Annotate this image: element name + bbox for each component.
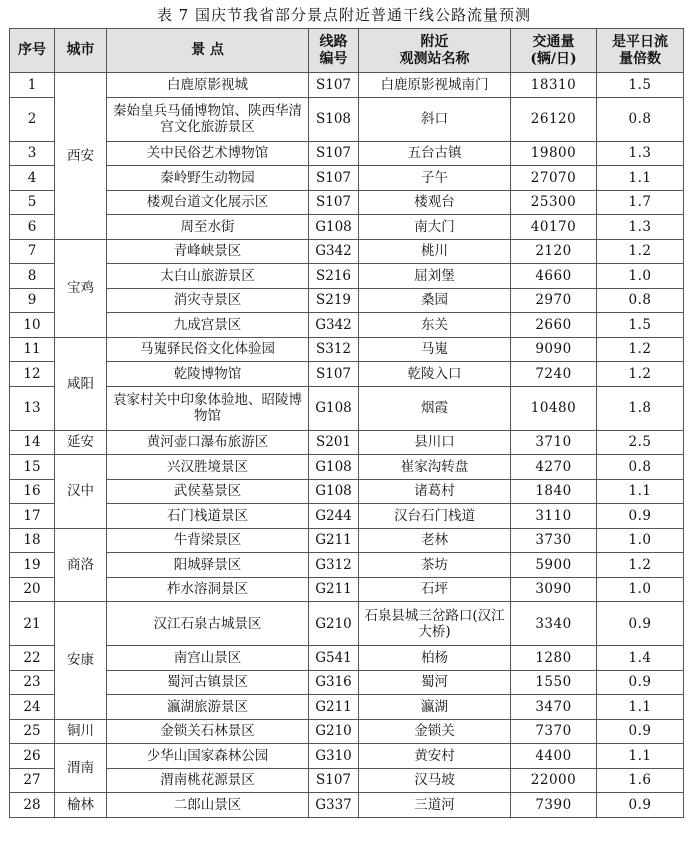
route-cell: S107 bbox=[309, 362, 359, 387]
station-cell: 老林 bbox=[359, 528, 511, 553]
header-route-line2: 编号 bbox=[319, 50, 348, 67]
station-cell: 子午 bbox=[359, 166, 511, 191]
station-cell: 茶坊 bbox=[359, 553, 511, 578]
table-row bbox=[10, 670, 684, 695]
ratio-cell: 1.1 bbox=[597, 479, 684, 504]
city-cell: 渭南 bbox=[55, 744, 107, 793]
traffic-cell: 3470 bbox=[511, 695, 597, 720]
route-cell: S219 bbox=[309, 288, 359, 313]
route-cell: G337 bbox=[309, 793, 359, 818]
ratio-cell: 2.5 bbox=[597, 430, 684, 455]
seq-cell: 22 bbox=[10, 646, 55, 671]
ratio-cell: 0.8 bbox=[597, 97, 684, 141]
traffic-cell: 3110 bbox=[511, 504, 597, 529]
spot-cell: 柞水溶洞景区 bbox=[107, 577, 309, 602]
ratio-cell: 1.2 bbox=[597, 553, 684, 578]
table-row bbox=[10, 264, 684, 289]
route-cell: S107 bbox=[309, 141, 359, 166]
ratio-cell: 1.2 bbox=[597, 362, 684, 387]
seq-cell: 14 bbox=[10, 430, 55, 455]
traffic-cell: 27070 bbox=[511, 166, 597, 191]
station-cell: 柏杨 bbox=[359, 646, 511, 671]
traffic-cell: 40170 bbox=[511, 215, 597, 240]
seq-cell: 15 bbox=[10, 455, 55, 480]
station-cell: 汉马坡 bbox=[359, 768, 511, 793]
station-cell: 桑园 bbox=[359, 288, 511, 313]
station-cell: 蜀河 bbox=[359, 670, 511, 695]
seq-cell: 26 bbox=[10, 744, 55, 769]
ratio-cell: 0.9 bbox=[597, 602, 684, 646]
spot-cell: 二郎山景区 bbox=[107, 793, 309, 818]
route-cell: G342 bbox=[309, 313, 359, 338]
seq-cell: 5 bbox=[10, 190, 55, 215]
ratio-cell: 1.7 bbox=[597, 190, 684, 215]
table-title: 表 7 国庆节我省部分景点附近普通干线公路流量预测 bbox=[156, 6, 532, 24]
seq-cell: 8 bbox=[10, 264, 55, 289]
spot-cell: 少华山国家森林公园 bbox=[107, 744, 309, 769]
table-row bbox=[10, 430, 684, 455]
city-cell: 宝鸡 bbox=[55, 239, 107, 337]
table-row bbox=[10, 504, 684, 529]
ratio-cell: 0.9 bbox=[597, 793, 684, 818]
traffic-cell: 1840 bbox=[511, 479, 597, 504]
route-cell: G210 bbox=[309, 602, 359, 646]
traffic-cell: 3090 bbox=[511, 577, 597, 602]
route-cell: G342 bbox=[309, 239, 359, 264]
traffic-cell: 25300 bbox=[511, 190, 597, 215]
station-cell: 斜口 bbox=[359, 97, 511, 141]
table-row bbox=[10, 239, 684, 264]
traffic-cell: 2660 bbox=[511, 313, 597, 338]
table-row bbox=[10, 73, 684, 98]
header-ratio-line2: 量倍数 bbox=[619, 50, 661, 67]
traffic-cell: 2120 bbox=[511, 239, 597, 264]
traffic-cell: 3340 bbox=[511, 602, 597, 646]
station-cell: 三道河 bbox=[359, 793, 511, 818]
table-row bbox=[10, 455, 684, 480]
seq-cell: 25 bbox=[10, 719, 55, 744]
header-route-line1: 线路 bbox=[319, 33, 348, 50]
table-row bbox=[10, 577, 684, 602]
spot-cell: 兴汉胜境景区 bbox=[107, 455, 309, 480]
spot-cell: 楼观台道文化展示区 bbox=[107, 190, 309, 215]
station-cell: 桃川 bbox=[359, 239, 511, 264]
station-cell: 南大门 bbox=[359, 215, 511, 240]
city-cell: 延安 bbox=[55, 430, 107, 455]
traffic-cell: 5900 bbox=[511, 553, 597, 578]
spot-cell: 蜀河古镇景区 bbox=[107, 670, 309, 695]
spot-cell: 石门栈道景区 bbox=[107, 504, 309, 529]
spot-cell: 瀛湖旅游景区 bbox=[107, 695, 309, 720]
spot-cell: 白鹿原影视城 bbox=[107, 73, 309, 98]
traffic-cell: 19800 bbox=[511, 141, 597, 166]
route-cell: S312 bbox=[309, 337, 359, 362]
station-cell: 石泉县城三岔路口(汉江大桥) bbox=[359, 602, 511, 646]
ratio-cell: 1.0 bbox=[597, 577, 684, 602]
header-city: 城市 bbox=[55, 29, 107, 73]
station-cell: 汉台石门栈道 bbox=[359, 504, 511, 529]
route-cell: S107 bbox=[309, 768, 359, 793]
spot-cell: 乾陵博物馆 bbox=[107, 362, 309, 387]
traffic-cell: 7240 bbox=[511, 362, 597, 387]
city-cell: 榆林 bbox=[55, 793, 107, 818]
seq-cell: 24 bbox=[10, 695, 55, 720]
seq-cell: 1 bbox=[10, 73, 55, 98]
traffic-cell: 26120 bbox=[511, 97, 597, 141]
ratio-cell: 1.2 bbox=[597, 239, 684, 264]
route-cell: G541 bbox=[309, 646, 359, 671]
spot-cell: 黄河壶口瀑布旅游区 bbox=[107, 430, 309, 455]
ratio-cell: 1.3 bbox=[597, 141, 684, 166]
spot-cell: 秦岭野生动物园 bbox=[107, 166, 309, 191]
ratio-cell: 1.2 bbox=[597, 337, 684, 362]
station-cell: 屈刘堡 bbox=[359, 264, 511, 289]
table-row bbox=[10, 479, 684, 504]
spot-cell: 金锁关石林景区 bbox=[107, 719, 309, 744]
station-cell: 烟霞 bbox=[359, 386, 511, 430]
seq-cell: 21 bbox=[10, 602, 55, 646]
station-cell: 石坪 bbox=[359, 577, 511, 602]
route-cell: G211 bbox=[309, 528, 359, 553]
traffic-cell: 10480 bbox=[511, 386, 597, 430]
header-station bbox=[359, 29, 511, 73]
seq-cell: 12 bbox=[10, 362, 55, 387]
traffic-cell: 3730 bbox=[511, 528, 597, 553]
header-seq: 序号 bbox=[10, 29, 55, 73]
ratio-cell: 0.9 bbox=[597, 719, 684, 744]
route-cell: G316 bbox=[309, 670, 359, 695]
station-cell: 崔家沟转盘 bbox=[359, 455, 511, 480]
ratio-cell: 0.8 bbox=[597, 288, 684, 313]
spot-cell: 周至水街 bbox=[107, 215, 309, 240]
spot-cell: 九成宫景区 bbox=[107, 313, 309, 338]
city-cell: 咸阳 bbox=[55, 337, 107, 430]
spot-cell: 消灾寺景区 bbox=[107, 288, 309, 313]
traffic-cell: 7370 bbox=[511, 719, 597, 744]
traffic-cell: 18310 bbox=[511, 73, 597, 98]
route-cell: G244 bbox=[309, 504, 359, 529]
header-spot: 景 点 bbox=[107, 29, 309, 73]
table-row bbox=[10, 695, 684, 720]
station-cell: 金锁关 bbox=[359, 719, 511, 744]
route-cell: G108 bbox=[309, 455, 359, 480]
station-cell: 楼观台 bbox=[359, 190, 511, 215]
spot-cell: 马嵬驿民俗文化体验园 bbox=[107, 337, 309, 362]
route-cell: G108 bbox=[309, 479, 359, 504]
seq-cell: 13 bbox=[10, 386, 55, 430]
table-row bbox=[10, 141, 684, 166]
station-cell: 黄安村 bbox=[359, 744, 511, 769]
ratio-cell: 1.0 bbox=[597, 528, 684, 553]
header-route bbox=[309, 29, 359, 73]
station-cell: 马嵬 bbox=[359, 337, 511, 362]
route-cell: S216 bbox=[309, 264, 359, 289]
seq-cell: 20 bbox=[10, 577, 55, 602]
spot-cell: 袁家村关中印象体验地、昭陵博物馆 bbox=[107, 386, 309, 430]
table-row bbox=[10, 744, 684, 769]
seq-cell: 27 bbox=[10, 768, 55, 793]
table-row bbox=[10, 313, 684, 338]
traffic-cell: 2970 bbox=[511, 288, 597, 313]
route-cell: G108 bbox=[309, 386, 359, 430]
traffic-cell: 7390 bbox=[511, 793, 597, 818]
route-cell: S107 bbox=[309, 166, 359, 191]
spot-cell: 关中民俗艺术博物馆 bbox=[107, 141, 309, 166]
traffic-cell: 3710 bbox=[511, 430, 597, 455]
seq-cell: 2 bbox=[10, 97, 55, 141]
spot-cell: 汉江石泉古城景区 bbox=[107, 602, 309, 646]
ratio-cell: 1.0 bbox=[597, 264, 684, 289]
traffic-cell: 22000 bbox=[511, 768, 597, 793]
table-row bbox=[10, 719, 684, 744]
route-cell: S108 bbox=[309, 97, 359, 141]
traffic-cell: 4270 bbox=[511, 455, 597, 480]
station-cell: 瀛湖 bbox=[359, 695, 511, 720]
spot-cell: 南宫山景区 bbox=[107, 646, 309, 671]
spot-cell: 阳城驿景区 bbox=[107, 553, 309, 578]
ratio-cell: 1.5 bbox=[597, 73, 684, 98]
route-cell: S107 bbox=[309, 190, 359, 215]
table-row bbox=[10, 528, 684, 553]
ratio-cell: 1.1 bbox=[597, 744, 684, 769]
header-station-line1: 附近 bbox=[420, 33, 449, 50]
ratio-cell: 1.8 bbox=[597, 386, 684, 430]
ratio-cell: 0.9 bbox=[597, 504, 684, 529]
seq-cell: 16 bbox=[10, 479, 55, 504]
header-ratio bbox=[597, 29, 684, 73]
header-ratio-line1: 是平日流 bbox=[612, 33, 668, 50]
table-row bbox=[10, 793, 684, 818]
ratio-cell: 1.6 bbox=[597, 768, 684, 793]
spot-cell: 武侯墓景区 bbox=[107, 479, 309, 504]
route-cell: S107 bbox=[309, 73, 359, 98]
city-cell: 汉中 bbox=[55, 455, 107, 529]
table-row bbox=[10, 190, 684, 215]
header-station-line2: 观测站名称 bbox=[399, 50, 470, 67]
seq-cell: 9 bbox=[10, 288, 55, 313]
spot-cell: 秦始皇兵马俑博物馆、陕西华清宫文化旅游景区 bbox=[107, 97, 309, 141]
route-cell: G210 bbox=[309, 719, 359, 744]
table-row bbox=[10, 337, 684, 362]
seq-cell: 28 bbox=[10, 793, 55, 818]
city-cell: 安康 bbox=[55, 602, 107, 720]
header-row bbox=[10, 29, 684, 73]
table-row bbox=[10, 166, 684, 191]
ratio-cell: 1.1 bbox=[597, 695, 684, 720]
route-cell: G211 bbox=[309, 695, 359, 720]
station-cell: 东关 bbox=[359, 313, 511, 338]
header-traffic-line1: 交通量 bbox=[532, 33, 575, 50]
spot-cell: 渭南桃花源景区 bbox=[107, 768, 309, 793]
traffic-cell: 4660 bbox=[511, 264, 597, 289]
table-row bbox=[10, 768, 684, 793]
route-cell: G310 bbox=[309, 744, 359, 769]
ratio-cell: 1.4 bbox=[597, 646, 684, 671]
traffic-cell: 4400 bbox=[511, 744, 597, 769]
city-cell: 西安 bbox=[55, 73, 107, 240]
traffic-cell: 9090 bbox=[511, 337, 597, 362]
route-cell: G211 bbox=[309, 577, 359, 602]
table-row bbox=[10, 602, 684, 646]
seq-cell: 6 bbox=[10, 215, 55, 240]
header-traffic-line2: (辆/日) bbox=[530, 50, 577, 67]
spot-cell: 太白山旅游景区 bbox=[107, 264, 309, 289]
traffic-cell: 1280 bbox=[511, 646, 597, 671]
route-cell: G312 bbox=[309, 553, 359, 578]
route-cell: S201 bbox=[309, 430, 359, 455]
traffic-forecast-table bbox=[9, 28, 684, 818]
seq-cell: 23 bbox=[10, 670, 55, 695]
ratio-cell: 0.9 bbox=[597, 670, 684, 695]
seq-cell: 11 bbox=[10, 337, 55, 362]
ratio-cell: 1.5 bbox=[597, 313, 684, 338]
spot-cell: 牛背梁景区 bbox=[107, 528, 309, 553]
city-cell: 铜川 bbox=[55, 719, 107, 744]
ratio-cell: 1.1 bbox=[597, 166, 684, 191]
table-row bbox=[10, 215, 684, 240]
traffic-cell: 1550 bbox=[511, 670, 597, 695]
station-cell: 县川口 bbox=[359, 430, 511, 455]
seq-cell: 17 bbox=[10, 504, 55, 529]
ratio-cell: 1.3 bbox=[597, 215, 684, 240]
table-row bbox=[10, 386, 684, 430]
seq-cell: 10 bbox=[10, 313, 55, 338]
station-cell: 白鹿原影视城南门 bbox=[359, 73, 511, 98]
table-row bbox=[10, 646, 684, 671]
station-cell: 诸葛村 bbox=[359, 479, 511, 504]
table-row bbox=[10, 553, 684, 578]
route-cell: G108 bbox=[309, 215, 359, 240]
table-row bbox=[10, 97, 684, 141]
table-row bbox=[10, 288, 684, 313]
seq-cell: 18 bbox=[10, 528, 55, 553]
header-traffic bbox=[511, 29, 597, 73]
seq-cell: 7 bbox=[10, 239, 55, 264]
table-row bbox=[10, 362, 684, 387]
seq-cell: 19 bbox=[10, 553, 55, 578]
city-cell: 商洛 bbox=[55, 528, 107, 602]
seq-cell: 4 bbox=[10, 166, 55, 191]
station-cell: 五台古镇 bbox=[359, 141, 511, 166]
spot-cell: 青峰峡景区 bbox=[107, 239, 309, 264]
seq-cell: 3 bbox=[10, 141, 55, 166]
ratio-cell: 0.8 bbox=[597, 455, 684, 480]
station-cell: 乾陵入口 bbox=[359, 362, 511, 387]
